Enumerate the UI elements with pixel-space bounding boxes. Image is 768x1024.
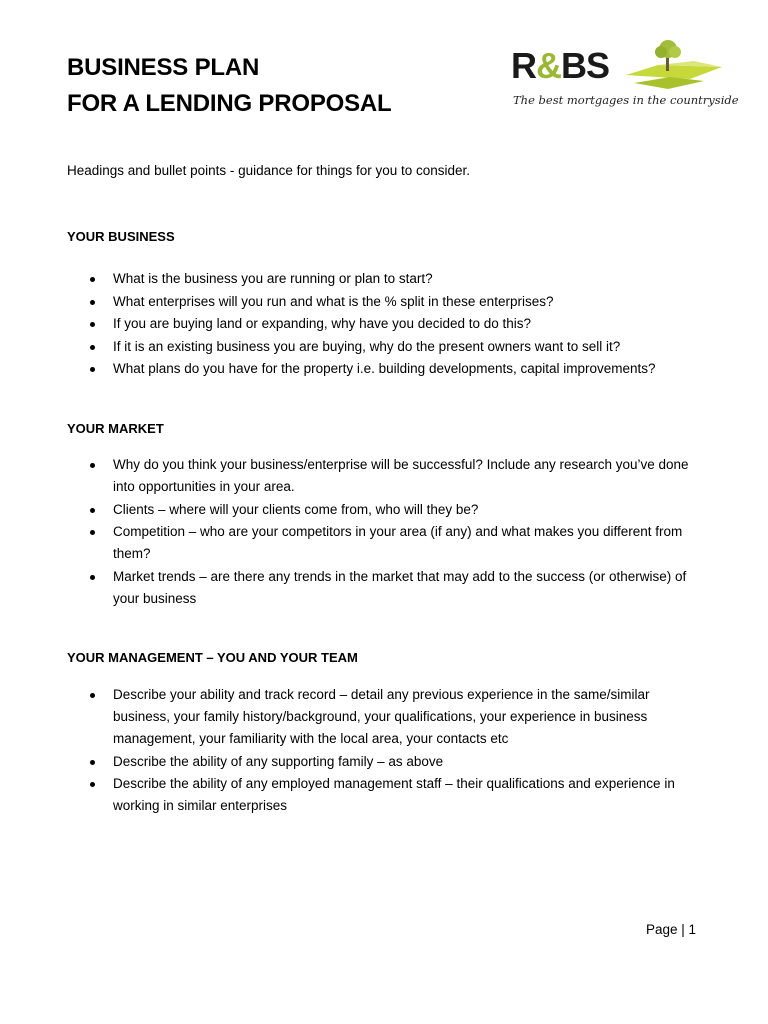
- section-heading-your-management: YOUR MANAGEMENT – YOU AND YOUR TEAM: [67, 650, 358, 665]
- list-your-business: [0, 268, 700, 381]
- list-item: Competition – who are your competitors in your area (if any) and what makes you different from them?: [0, 521, 700, 565]
- title-line-2: FOR A LENDING PROPOSAL: [67, 90, 392, 117]
- list-item: Why do you think your business/enterprise will be successful? Include any research you’ve done into opportunities in your area.: [0, 454, 700, 498]
- document-title: [67, 50, 392, 122]
- rbs-logo: [508, 37, 739, 115]
- bullet-icon: [90, 760, 95, 765]
- list-item: Market trends – are there any trends in the market that may add to the success (or otherwise) of your business: [0, 566, 700, 610]
- list-item: Describe the ability of any supporting family – as above: [0, 751, 700, 773]
- bullet-icon: [90, 367, 95, 372]
- bullet-icon: [90, 575, 95, 580]
- list-your-market: [0, 454, 700, 610]
- list-item: If it is an existing business you are buying, why do the present owners want to sell it?: [0, 336, 700, 358]
- bullet-icon: [90, 322, 95, 327]
- list-item: What enterprises will you run and what is the % split in these enterprises?: [0, 291, 700, 313]
- list-item: Describe the ability of any employed management staff – their qualifications and experience in working in similar enterprises: [0, 773, 700, 817]
- list-item: What plans do you have for the property i.e. building developments, capital improvements?: [0, 358, 700, 380]
- bullet-icon: [90, 782, 95, 787]
- title-line-1: BUSINESS PLAN: [67, 54, 260, 81]
- page-number: Page | 1: [646, 922, 697, 937]
- list-item: What is the business you are running or plan to start?: [0, 268, 700, 290]
- logo-wordmark: R&BS: [511, 45, 610, 86]
- bullet-icon: [90, 530, 95, 535]
- section-heading-your-market: YOUR MARKET: [67, 421, 164, 436]
- logo-tagline: The best mortgages in the countryside: [513, 93, 739, 107]
- section-heading-your-business: YOUR BUSINESS: [67, 229, 175, 244]
- list-your-management: [0, 684, 700, 818]
- bullet-icon: [90, 463, 95, 468]
- bullet-icon: [90, 277, 95, 282]
- bullet-icon: [90, 508, 95, 513]
- list-item: If you are buying land or expanding, why have you decided to do this?: [0, 313, 700, 335]
- bullet-icon: [90, 345, 95, 350]
- intro-text: Headings and bullet points - guidance for things for you to consider.: [67, 163, 471, 178]
- bullet-icon: [90, 693, 95, 698]
- list-item: Describe your ability and track record – detail any previous experience in the same/similar business, your family history/background, your qualifications, your experience in business management, your familiarity with the local area, your contacts etc: [0, 684, 700, 750]
- list-item: Clients – where will your clients come from, who will they be?: [0, 499, 700, 521]
- bullet-icon: [90, 300, 95, 305]
